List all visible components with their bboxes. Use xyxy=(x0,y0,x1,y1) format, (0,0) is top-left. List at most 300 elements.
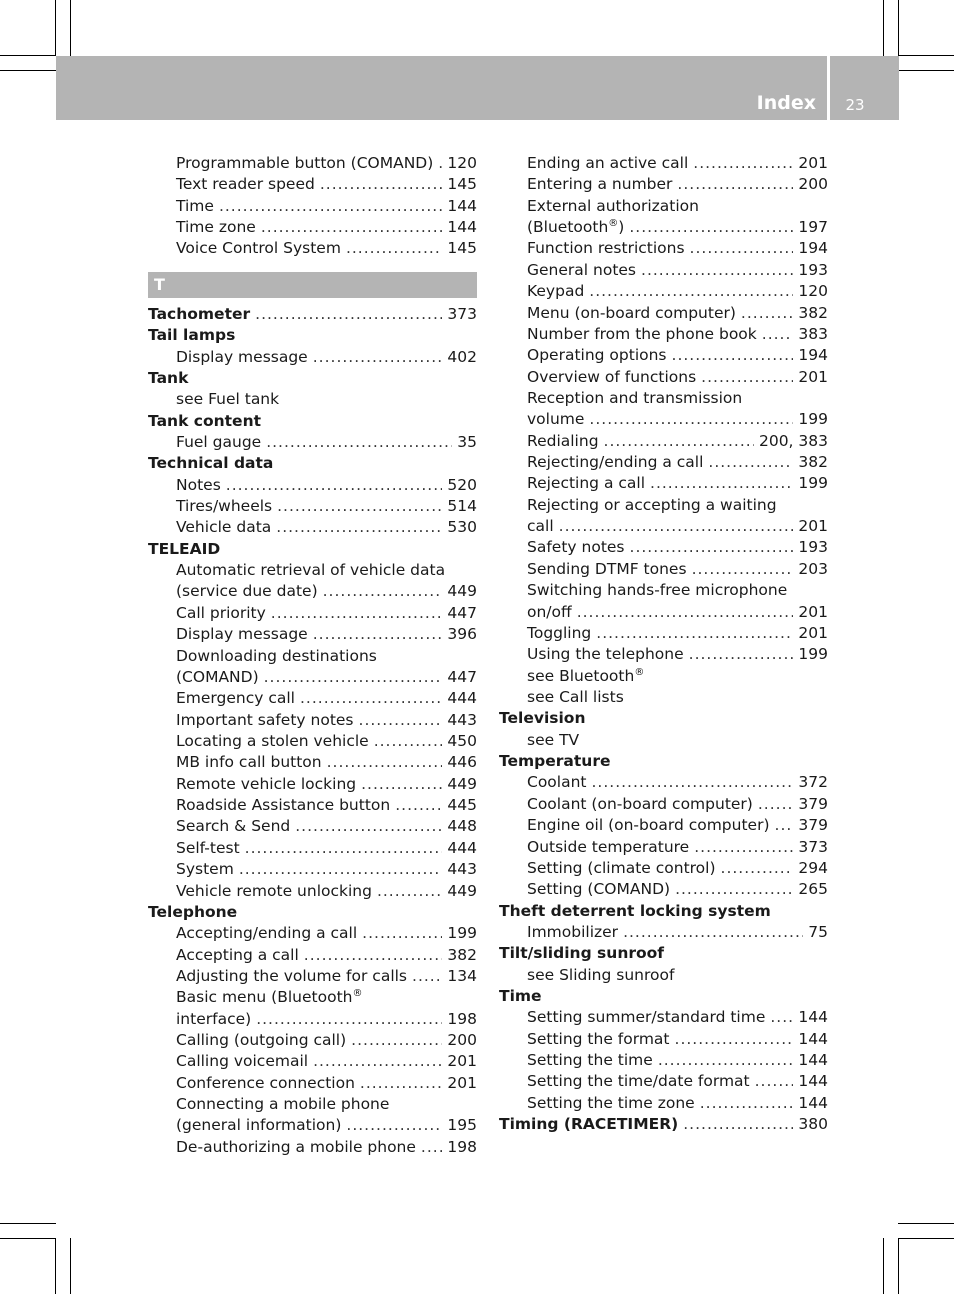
page-reference: 447 xyxy=(447,603,477,622)
page-reference: 144 xyxy=(447,196,477,215)
page-reference: 201 xyxy=(447,1073,477,1092)
page-reference: 144 xyxy=(798,1008,828,1027)
dot-leader xyxy=(694,837,793,858)
dot-leader xyxy=(255,304,442,325)
entry-text: Locating a stolen vehicle xyxy=(176,731,369,750)
dot-leader xyxy=(361,774,442,795)
index-subentry xyxy=(499,196,828,217)
entry-text: Keypad xyxy=(527,282,585,301)
index-subentry xyxy=(148,774,477,795)
dot-leader xyxy=(559,516,794,537)
entry-text: Toggling xyxy=(527,623,592,642)
entry-text: see Bluetooth® xyxy=(527,666,645,685)
index-heading xyxy=(148,304,477,325)
index-subentry xyxy=(148,347,477,368)
index-subentry xyxy=(499,431,828,452)
index-subentry xyxy=(499,281,828,302)
index-subentry xyxy=(499,452,828,473)
page-reference: 199 xyxy=(798,474,828,493)
entry-text: Operating options xyxy=(527,346,667,365)
dot-leader xyxy=(589,281,793,302)
page-reference: 530 xyxy=(447,518,477,537)
entry-text: Coolant (on-board computer) xyxy=(527,794,753,813)
index-subentry xyxy=(499,303,828,324)
page-reference: 193 xyxy=(798,260,828,279)
registered-mark: ® xyxy=(352,988,363,1000)
page-reference: 449 xyxy=(447,582,477,601)
entry-text: Programmable button (COMAND) xyxy=(176,154,434,172)
index-subentry xyxy=(499,537,828,558)
entry-text: (general information) xyxy=(176,1116,342,1135)
index-subentry xyxy=(499,409,828,430)
entry-text: External authorization xyxy=(527,196,699,215)
index-subentry xyxy=(499,238,828,259)
dot-leader xyxy=(395,795,442,816)
page-reference: 199 xyxy=(447,924,477,943)
dot-leader xyxy=(690,238,794,259)
page-reference: 448 xyxy=(447,817,477,836)
index-subentry xyxy=(148,624,477,645)
index-subentry xyxy=(499,623,828,644)
entry-text: Setting the time/date format xyxy=(527,1072,750,1091)
page-reference: 449 xyxy=(447,881,477,900)
entry-text: Outside temperature xyxy=(527,837,690,856)
crop-mark xyxy=(0,55,56,56)
index-subentry xyxy=(148,838,477,859)
entry-text: MB info call button xyxy=(176,753,322,772)
index-subentry xyxy=(499,388,828,409)
page-reference: 446 xyxy=(447,753,477,772)
entry-text: call xyxy=(527,517,554,536)
index-subentry xyxy=(499,794,828,815)
index-subentry xyxy=(499,687,828,708)
crop-mark xyxy=(898,55,954,56)
page-reference: 514 xyxy=(447,497,477,516)
entry-text: Tilt/sliding sunroof xyxy=(499,944,665,963)
dot-leader xyxy=(577,602,794,623)
page-reference: 382 xyxy=(447,945,477,964)
dot-leader xyxy=(675,1029,794,1050)
page-reference: 200 xyxy=(798,175,828,194)
page-reference: 199 xyxy=(798,645,828,664)
index-subentry xyxy=(148,987,477,1008)
dot-leader xyxy=(650,473,793,494)
entry-text: Setting the format xyxy=(527,1029,670,1048)
page-reference: 134 xyxy=(447,966,477,985)
page-reference: 120 xyxy=(447,154,477,172)
dot-leader xyxy=(264,667,443,688)
index-subentry xyxy=(499,260,828,281)
dot-leader xyxy=(770,1007,793,1028)
dot-leader xyxy=(762,324,794,345)
dot-leader xyxy=(313,347,443,368)
dot-leader xyxy=(295,816,442,837)
entry-text: Vehicle remote unlocking xyxy=(176,881,372,900)
index-subentry xyxy=(499,922,828,943)
index-subentry xyxy=(148,174,477,195)
dot-leader xyxy=(708,452,793,473)
entry-text: Technical data xyxy=(148,454,274,473)
index-subentry xyxy=(499,1093,828,1114)
dot-leader xyxy=(360,1073,443,1094)
dot-leader xyxy=(683,1114,793,1135)
page-reference: 200, 383 xyxy=(758,431,828,450)
page-reference: 383 xyxy=(798,324,828,343)
index-subentry xyxy=(499,217,828,238)
page-reference: 201 xyxy=(798,154,828,172)
crop-mark xyxy=(898,1238,899,1294)
dot-leader xyxy=(219,196,442,217)
dot-leader xyxy=(438,153,442,174)
entry-text: Display message xyxy=(176,625,308,644)
crop-mark xyxy=(898,1223,954,1224)
dot-leader xyxy=(245,838,443,859)
entry-text: Tachometer xyxy=(148,304,251,323)
page-reference: 443 xyxy=(447,860,477,879)
entry-text: Notes xyxy=(176,475,221,494)
dot-leader xyxy=(589,409,793,430)
page-reference: 199 xyxy=(798,410,828,429)
dot-leader xyxy=(658,1050,794,1071)
entry-text: Tank content xyxy=(148,411,262,430)
page-reference: 194 xyxy=(798,239,828,258)
index-subentry xyxy=(499,495,828,516)
dot-leader xyxy=(256,1009,442,1030)
index-heading xyxy=(499,1114,828,1135)
crop-mark xyxy=(0,1223,56,1224)
page-reference: 200 xyxy=(447,1031,477,1050)
entry-text: Setting (COMAND) xyxy=(527,880,671,899)
index-subentry xyxy=(499,602,828,623)
page-reference: 198 xyxy=(447,1137,477,1156)
dot-leader xyxy=(239,859,443,880)
dot-leader xyxy=(271,603,443,624)
entry-text: Calling (outgoing call) xyxy=(176,1031,347,1050)
index-subentry xyxy=(499,324,828,345)
index-subentry xyxy=(148,217,477,238)
dot-leader xyxy=(226,475,443,496)
dot-leader xyxy=(374,731,443,752)
page-reference: 201 xyxy=(447,1052,477,1071)
section-letter-heading: T xyxy=(148,272,477,298)
crop-mark xyxy=(898,1238,954,1239)
page-reference: 294 xyxy=(798,858,828,877)
page-reference: 449 xyxy=(447,774,477,793)
dot-leader xyxy=(377,881,442,902)
index-subentry xyxy=(148,881,477,902)
dot-leader xyxy=(758,794,794,815)
index-subentry xyxy=(499,965,828,986)
dot-leader xyxy=(327,752,443,773)
dot-leader xyxy=(604,431,754,452)
index-column-left xyxy=(148,153,477,1158)
index-heading xyxy=(148,902,477,923)
page-reference: 198 xyxy=(447,1009,477,1028)
entry-text: see Sliding sunroof xyxy=(527,965,675,984)
entry-text: Roadside Assistance button xyxy=(176,796,391,815)
index-subentry xyxy=(148,646,477,667)
entry-text: Timing (RACETIMER) xyxy=(499,1115,679,1134)
entry-text: Ending an active call xyxy=(527,154,689,172)
index-subentry xyxy=(499,580,828,601)
entry-text: Temperature xyxy=(499,752,611,771)
page-reference: 379 xyxy=(798,794,828,813)
index-subentry xyxy=(148,517,477,538)
crop-mark xyxy=(70,0,71,56)
entry-text: Engine oil (on-board computer) xyxy=(527,816,770,835)
index-subentry xyxy=(499,345,828,366)
dot-leader xyxy=(351,1030,442,1051)
page-reference: 265 xyxy=(798,880,828,899)
dot-leader xyxy=(755,1071,794,1092)
entry-text: Overview of functions xyxy=(527,367,697,386)
entry-text: Self-test xyxy=(176,838,240,857)
entry-text: System xyxy=(176,860,234,879)
dot-leader xyxy=(641,260,793,281)
page-reference: 75 xyxy=(808,922,828,941)
index-subentry xyxy=(499,666,828,687)
page-reference: 144 xyxy=(798,1029,828,1048)
index-subentry xyxy=(148,1094,477,1115)
dot-leader xyxy=(362,923,442,944)
crop-mark xyxy=(883,0,884,56)
dot-leader xyxy=(741,303,793,324)
index-subentry xyxy=(148,1009,477,1030)
dot-leader xyxy=(277,496,442,517)
page-reference: 444 xyxy=(447,689,477,708)
index-subentry xyxy=(499,858,828,879)
entry-text: Redialing xyxy=(527,431,599,450)
page-title: Index xyxy=(756,92,816,114)
entry-text: (service due date) xyxy=(176,582,318,601)
page-reference: 145 xyxy=(447,175,477,194)
index-subentry xyxy=(148,1030,477,1051)
crop-mark xyxy=(898,0,899,56)
page-reference: 35 xyxy=(457,432,477,451)
entry-text: interface) xyxy=(176,1009,252,1028)
index-heading xyxy=(148,325,477,346)
index-subentry xyxy=(148,1115,477,1136)
dot-leader xyxy=(689,644,794,665)
index-heading xyxy=(148,411,477,432)
index-subentry xyxy=(148,581,477,602)
page-reference: 195 xyxy=(447,1116,477,1135)
entry-text: Downloading destinations xyxy=(176,646,377,665)
page-reference: 201 xyxy=(798,602,828,621)
index-heading xyxy=(148,453,477,474)
index-subentry xyxy=(148,1073,477,1094)
page-reference: 402 xyxy=(447,347,477,366)
page-reference: 445 xyxy=(447,796,477,815)
crop-mark xyxy=(898,70,954,71)
index-subentry xyxy=(499,1007,828,1028)
index-subentry xyxy=(499,1029,828,1050)
header-bar xyxy=(56,56,827,120)
page-reference: 379 xyxy=(798,816,828,835)
dot-leader xyxy=(320,174,443,195)
entry-text: Search & Send xyxy=(176,817,291,836)
entry-text: see Call lists xyxy=(527,687,624,706)
dot-leader xyxy=(261,217,443,238)
dot-leader xyxy=(421,1137,442,1158)
crop-mark xyxy=(55,0,56,56)
entry-text: Setting the time xyxy=(527,1051,653,1070)
entry-text: Fuel gauge xyxy=(176,432,262,451)
entry-text: Vehicle data xyxy=(176,518,272,537)
entry-text: Conference connection xyxy=(176,1073,355,1092)
entry-text: General notes xyxy=(527,260,637,279)
index-subentry xyxy=(148,432,477,453)
dot-leader xyxy=(701,367,793,388)
index-subentry xyxy=(148,603,477,624)
index-subentry xyxy=(499,772,828,793)
index-subentry xyxy=(148,752,477,773)
index-subentry xyxy=(148,496,477,517)
index-column-right xyxy=(499,153,828,1136)
index-subentry xyxy=(148,475,477,496)
dot-leader xyxy=(672,345,794,366)
page-reference: 444 xyxy=(447,838,477,857)
entry-text: Setting summer/standard time xyxy=(527,1008,766,1027)
index-subentry xyxy=(499,559,828,580)
dot-leader xyxy=(300,688,442,709)
dot-leader xyxy=(304,945,443,966)
index-subentry xyxy=(148,795,477,816)
entry-text: (Bluetooth®) xyxy=(527,217,625,237)
index-subentry xyxy=(148,710,477,731)
entry-text: Remote vehicle locking xyxy=(176,774,357,793)
entry-text: Entering a number xyxy=(527,175,673,194)
entry-text: Switching hands-free microphone xyxy=(527,581,788,600)
page-reference: 373 xyxy=(447,304,477,323)
page-reference: 203 xyxy=(798,559,828,578)
entry-text: Television xyxy=(499,709,586,728)
index-subentry xyxy=(499,815,828,836)
entry-text: see TV xyxy=(527,730,580,749)
entry-text: Automatic retrieval of vehicle data xyxy=(176,561,446,580)
index-subentry xyxy=(148,731,477,752)
dot-leader xyxy=(313,624,443,645)
page-reference: 144 xyxy=(798,1093,828,1112)
entry-text: Emergency call xyxy=(176,689,295,708)
page-reference: 380 xyxy=(798,1115,828,1134)
page-reference: 382 xyxy=(798,453,828,472)
index-heading xyxy=(499,708,828,729)
entry-text: Setting the time zone xyxy=(527,1093,695,1112)
entry-text: Rejecting or accepting a waiting xyxy=(527,495,777,514)
entry-text: on/off xyxy=(527,602,572,621)
entry-text: De-authorizing a mobile phone xyxy=(176,1137,416,1156)
index-subentry xyxy=(499,174,828,195)
entry-text: Rejecting a call xyxy=(527,474,646,493)
page-reference: 120 xyxy=(798,282,828,301)
index-heading xyxy=(148,539,477,560)
entry-text: Calling voicemail xyxy=(176,1052,309,1071)
page-reference: 144 xyxy=(447,218,477,237)
dot-leader xyxy=(675,879,793,900)
page-reference: 373 xyxy=(798,837,828,856)
entry-text: Function restrictions xyxy=(527,239,685,258)
dot-leader xyxy=(596,623,793,644)
entry-text: Important safety notes xyxy=(176,710,354,729)
index-heading xyxy=(499,901,828,922)
entry-text: Time xyxy=(499,987,542,1006)
index-subentry xyxy=(148,945,477,966)
index-subentry xyxy=(148,688,477,709)
index-subentry xyxy=(499,473,828,494)
page-reference: 144 xyxy=(798,1072,828,1091)
entry-text: Call priority xyxy=(176,603,266,622)
entry-text: Time xyxy=(176,196,214,215)
index-subentry xyxy=(499,644,828,665)
entry-text: Accepting a call xyxy=(176,945,299,964)
crop-mark xyxy=(0,70,56,71)
index-subentry xyxy=(499,153,828,174)
entry-text: volume xyxy=(527,410,585,429)
registered-mark: ® xyxy=(634,666,645,678)
index-subentry xyxy=(148,153,477,174)
index-subentry xyxy=(499,730,828,751)
page-reference: 382 xyxy=(798,303,828,322)
index-heading xyxy=(499,986,828,1007)
page-reference: 201 xyxy=(798,623,828,642)
registered-mark: ® xyxy=(608,217,619,229)
dot-leader xyxy=(276,517,442,538)
entry-text: (COMAND) xyxy=(176,667,259,686)
entry-text: Number from the phone book xyxy=(527,324,757,343)
dot-leader xyxy=(692,559,794,580)
index-subentry xyxy=(148,966,477,987)
entry-text: see Fuel tank xyxy=(176,390,280,409)
index-subentry xyxy=(499,879,828,900)
index-subentry xyxy=(499,367,828,388)
index-subentry xyxy=(148,816,477,837)
page-reference: 201 xyxy=(798,367,828,386)
index-subentry xyxy=(148,667,477,688)
page-number: 23 xyxy=(845,96,865,114)
page-reference: 194 xyxy=(798,346,828,365)
page-reference: 443 xyxy=(447,710,477,729)
dot-leader xyxy=(323,581,443,602)
dot-leader xyxy=(346,238,442,259)
dot-leader xyxy=(266,432,452,453)
index-subentry xyxy=(148,196,477,217)
entry-text: Connecting a mobile phone xyxy=(176,1095,390,1114)
dot-leader xyxy=(693,153,793,174)
dot-leader xyxy=(623,922,803,943)
entry-text: Adjusting the volume for calls xyxy=(176,966,408,985)
page-reference: 396 xyxy=(447,625,477,644)
dot-leader xyxy=(721,858,794,879)
index-subentry xyxy=(148,389,477,410)
entry-text: Time zone xyxy=(176,218,256,237)
entry-text: Text reader speed xyxy=(176,175,315,194)
entry-text: Telephone xyxy=(148,902,238,921)
page-reference: 520 xyxy=(447,475,477,494)
page-reference: 144 xyxy=(798,1051,828,1070)
crop-mark xyxy=(0,1238,56,1239)
index-subentry xyxy=(148,859,477,880)
entry-text: Tank xyxy=(148,368,189,387)
entry-text: Setting (climate control) xyxy=(527,858,716,877)
index-subentry xyxy=(148,1051,477,1072)
dot-leader xyxy=(359,710,443,731)
dot-leader xyxy=(677,174,793,195)
dot-leader xyxy=(313,1051,442,1072)
page-reference: 450 xyxy=(447,731,477,750)
entry-text: Menu (on-board computer) xyxy=(527,303,736,322)
entry-text: Display message xyxy=(176,347,308,366)
